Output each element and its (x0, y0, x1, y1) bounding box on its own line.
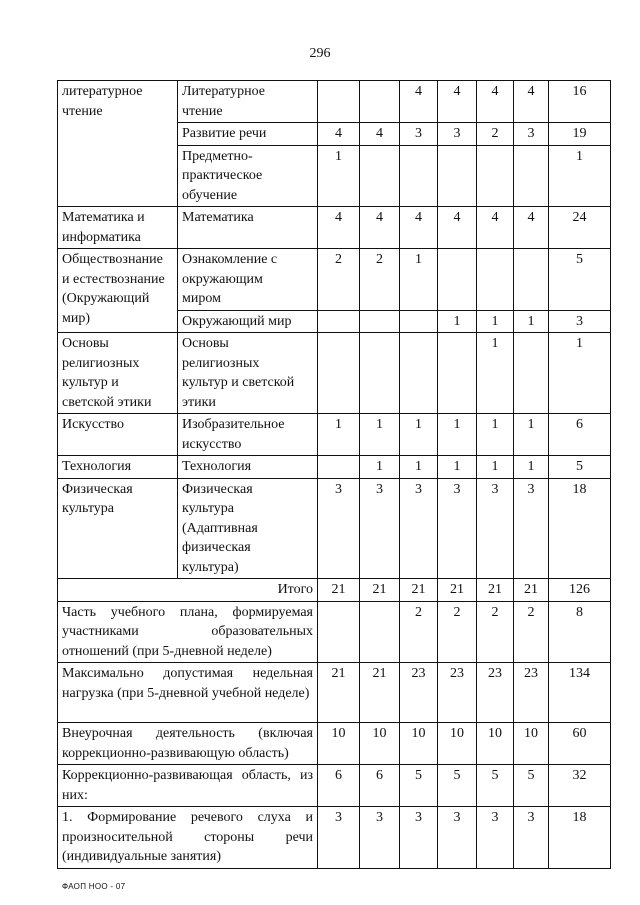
grade-hours-cell: 5 (438, 765, 477, 807)
grade-hours-cell: 2 (360, 249, 400, 311)
grade-hours-cell: 1 (400, 456, 438, 479)
grade-hours-cell: 4 (477, 81, 514, 123)
grade-hours-cell: 3 (514, 478, 549, 579)
grade-hours-cell: 4 (438, 207, 477, 249)
grade-hours-cell: 4 (318, 207, 360, 249)
grade-hours-cell: 23 (477, 663, 514, 723)
table-row (58, 333, 611, 414)
grade-hours-cell (318, 81, 360, 123)
grade-hours-cell: 1 (318, 414, 360, 456)
grade-hours-cell: 1 (360, 414, 400, 456)
grade-hours-cell (514, 145, 549, 207)
footer-code: ФАОП НОО - 07 (62, 882, 126, 891)
row-label: Часть учебного плана, формируемая участниками образовательных отношений (при 5-дневной неделе) (58, 601, 318, 663)
subject-area-cell: Физическая культура (58, 478, 178, 579)
total-hours-cell: 60 (549, 723, 611, 765)
row-label: Максимально допустимая недельная нагрузка (при 5-дневной учебной неделе) (58, 663, 318, 723)
table-row (58, 414, 611, 456)
grade-hours-cell: 4 (438, 81, 477, 123)
grade-hours-cell: 21 (360, 579, 400, 602)
grade-hours-cell: 21 (360, 663, 400, 723)
total-hours-cell: 6 (549, 414, 611, 456)
grade-hours-cell: 2 (438, 601, 477, 663)
grade-hours-cell: 1 (438, 310, 477, 333)
grade-hours-cell: 1 (318, 145, 360, 207)
grade-hours-cell: 1 (400, 414, 438, 456)
grade-hours-cell (400, 333, 438, 414)
grade-hours-cell: 10 (360, 723, 400, 765)
table-row (58, 478, 611, 579)
grade-hours-cell (360, 145, 400, 207)
grade-hours-cell: 10 (438, 723, 477, 765)
grade-hours-cell (318, 333, 360, 414)
grade-hours-cell: 21 (438, 579, 477, 602)
grade-hours-cell: 4 (514, 207, 549, 249)
total-hours-cell: 5 (549, 456, 611, 479)
row-label: Коррекционно-развивающая область, из них: (58, 765, 318, 807)
subject-area-cell: литературное чтение (58, 81, 178, 207)
total-hours-cell: 16 (549, 81, 611, 123)
grade-hours-cell: 3 (438, 478, 477, 579)
grade-hours-cell: 21 (318, 579, 360, 602)
grade-hours-cell: 21 (514, 579, 549, 602)
table-row (58, 601, 611, 663)
table-row (58, 765, 611, 807)
table-row (58, 207, 611, 249)
table-row (58, 807, 611, 869)
grade-hours-cell: 21 (318, 663, 360, 723)
grade-hours-cell: 3 (360, 807, 400, 869)
grade-hours-cell: 3 (400, 123, 438, 146)
grade-hours-cell (318, 456, 360, 479)
page-number: 296 (309, 46, 331, 61)
grade-hours-cell: 3 (318, 807, 360, 869)
grade-hours-cell: 10 (318, 723, 360, 765)
grade-hours-cell (318, 310, 360, 333)
grade-hours-cell: 3 (318, 478, 360, 579)
grade-hours-cell (514, 333, 549, 414)
grade-hours-cell: 1 (477, 333, 514, 414)
total-hours-cell: 8 (549, 601, 611, 663)
grade-hours-cell: 3 (477, 807, 514, 869)
total-hours-cell: 126 (549, 579, 611, 602)
grade-hours-cell (477, 249, 514, 311)
grade-hours-cell: 1 (438, 456, 477, 479)
grade-hours-cell: 2 (514, 601, 549, 663)
grade-hours-cell: 6 (318, 765, 360, 807)
grade-hours-cell: 2 (400, 601, 438, 663)
total-hours-cell: 32 (549, 765, 611, 807)
total-hours-cell: 134 (549, 663, 611, 723)
grade-hours-cell: 1 (438, 414, 477, 456)
grade-hours-cell: 3 (477, 478, 514, 579)
grade-hours-cell: 2 (477, 601, 514, 663)
subject-cell: Физическая культура (Адаптивная физическая культура) (178, 478, 318, 579)
grade-hours-cell: 1 (360, 456, 400, 479)
subject-cell: Предметно- практическое обучение (178, 145, 318, 207)
grade-hours-cell: 3 (438, 123, 477, 146)
grade-hours-cell: 10 (477, 723, 514, 765)
grade-hours-cell (360, 81, 400, 123)
grade-hours-cell (400, 310, 438, 333)
grade-hours-cell: 4 (477, 207, 514, 249)
subject-cell: Математика (178, 207, 318, 249)
table-row (58, 456, 611, 479)
subject-cell: Ознакомление с окружающим миром (178, 249, 318, 311)
grade-hours-cell: 4 (318, 123, 360, 146)
subject-cell: Изобразительное искусство (178, 414, 318, 456)
grade-hours-cell: 3 (438, 807, 477, 869)
table-row (58, 81, 611, 123)
grade-hours-cell (438, 249, 477, 311)
subject-area-cell: Технология (58, 456, 178, 479)
grade-hours-cell: 1 (400, 249, 438, 311)
grade-hours-cell (360, 601, 400, 663)
table-row (58, 723, 611, 765)
subject-cell: Технология (178, 456, 318, 479)
subject-area-cell: Математика и информатика (58, 207, 178, 249)
grade-hours-cell: 21 (477, 579, 514, 602)
curriculum-table (57, 80, 611, 869)
grade-hours-cell: 3 (514, 123, 549, 146)
total-hours-cell: 18 (549, 807, 611, 869)
total-hours-cell: 19 (549, 123, 611, 146)
grade-hours-cell: 23 (400, 663, 438, 723)
grade-hours-cell: 1 (514, 414, 549, 456)
grade-hours-cell: 1 (477, 456, 514, 479)
subject-area-cell: Основы религиозных культур и светской этики (58, 333, 178, 414)
grade-hours-cell (400, 145, 438, 207)
row-label: Внеурочная деятельность (включая коррекционно-развивающую область) (58, 723, 318, 765)
grade-hours-cell: 5 (400, 765, 438, 807)
grade-hours-cell (360, 310, 400, 333)
grade-hours-cell: 3 (400, 807, 438, 869)
subject-cell: Развитие речи (178, 123, 318, 146)
grade-hours-cell: 2 (318, 249, 360, 311)
total-hours-cell: 3 (549, 310, 611, 333)
grade-hours-cell (438, 333, 477, 414)
grade-hours-cell: 1 (477, 414, 514, 456)
grade-hours-cell: 5 (477, 765, 514, 807)
grade-hours-cell: 1 (514, 456, 549, 479)
grade-hours-cell (477, 145, 514, 207)
subject-cell: Литературное чтение (178, 81, 318, 123)
grade-hours-cell (438, 145, 477, 207)
grade-hours-cell: 3 (360, 478, 400, 579)
row-label: Итого (58, 579, 318, 602)
grade-hours-cell: 4 (360, 207, 400, 249)
grade-hours-cell: 2 (477, 123, 514, 146)
grade-hours-cell: 3 (400, 478, 438, 579)
grade-hours-cell (514, 249, 549, 311)
subject-area-cell: Искусство (58, 414, 178, 456)
subject-cell: Окружающий мир (178, 310, 318, 333)
grade-hours-cell: 1 (477, 310, 514, 333)
grade-hours-cell: 10 (514, 723, 549, 765)
total-hours-cell: 1 (549, 145, 611, 207)
grade-hours-cell: 5 (514, 765, 549, 807)
grade-hours-cell (360, 333, 400, 414)
grade-hours-cell: 23 (438, 663, 477, 723)
grade-hours-cell: 6 (360, 765, 400, 807)
grade-hours-cell (318, 601, 360, 663)
total-hours-cell: 24 (549, 207, 611, 249)
grade-hours-cell: 4 (360, 123, 400, 146)
grade-hours-cell: 10 (400, 723, 438, 765)
grade-hours-cell: 23 (514, 663, 549, 723)
grade-hours-cell: 4 (514, 81, 549, 123)
table-row (58, 579, 611, 602)
grade-hours-cell: 21 (400, 579, 438, 602)
grade-hours-cell: 4 (400, 81, 438, 123)
grade-hours-cell: 3 (514, 807, 549, 869)
subject-area-cell: Обществознание и естествознание (Окружающий мир) (58, 249, 178, 333)
total-hours-cell: 5 (549, 249, 611, 311)
table-row (58, 663, 611, 723)
total-hours-cell: 18 (549, 478, 611, 579)
row-label: 1. Формирование речевого слуха и произносительной стороны речи (индивидуальные занятия) (58, 807, 318, 869)
subject-cell: Основы религиозных культур и светской этики (178, 333, 318, 414)
total-hours-cell: 1 (549, 333, 611, 414)
grade-hours-cell: 1 (514, 310, 549, 333)
grade-hours-cell: 4 (400, 207, 438, 249)
table-row (58, 249, 611, 311)
